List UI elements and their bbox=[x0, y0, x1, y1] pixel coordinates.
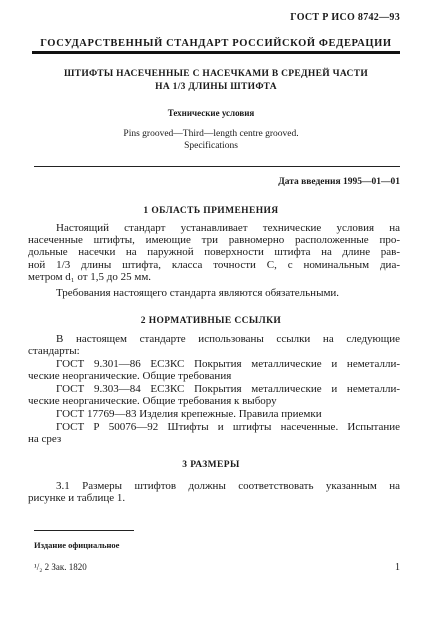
text-line: насеченные штифты, имеющие три равномерно расположенные про- bbox=[28, 234, 400, 247]
text-line: дольные насечки на паружной поверхности штифта на длине рав- bbox=[28, 246, 400, 259]
text-line: ГОСТ 17769—83 Изделия крепежные. Правила приемки bbox=[56, 408, 322, 420]
section-3-paragraph bbox=[28, 480, 400, 505]
print-order-info: ¹/₂ 2 Зак. 1820 bbox=[34, 562, 87, 572]
english-title bbox=[0, 128, 422, 152]
text-line: на срез bbox=[28, 433, 62, 446]
section-1-paragraph bbox=[28, 222, 400, 283]
text-line: 3.1 Размеры штифтов должны соответствовать указанным на bbox=[56, 480, 400, 492]
section-1-requirements: Требования настоящего стандарта являются обязательными. bbox=[56, 287, 340, 299]
text-line: ГОСТ 9.303—84 ЕСЗКС Покрытия металлические и неметалли- bbox=[56, 383, 400, 395]
text-line: Настоящий стандарт устанавливает технические условия на bbox=[56, 222, 400, 234]
official-edition-label: Издание официальное bbox=[34, 540, 120, 550]
reference-item bbox=[28, 358, 400, 383]
section-2-heading: 2 НОРМАТИВНЫЕ ССЫЛКИ bbox=[140, 316, 282, 326]
reference-item bbox=[42, 408, 400, 420]
title-rule bbox=[34, 166, 400, 167]
title-line: ШТИФТЫ НАСЕЧЕННЫЕ С НАСЕЧКАМИ В СРЕДНЕЙ ЧАСТИ bbox=[63, 69, 369, 79]
text-line: В настоящем стандарте использованы ссылки на следующие bbox=[56, 333, 400, 345]
document-title bbox=[34, 68, 398, 94]
footer-rule bbox=[34, 530, 134, 531]
text-line: ческие неорганические. Общие требования к выбору bbox=[28, 395, 277, 408]
title-line: НА 1/3 ДЛИНЫ ШТИФТА bbox=[155, 82, 277, 92]
text-line: ГОСТ Р 50076—92 Штифты и штифты насеченные. Испытание bbox=[56, 421, 400, 433]
page-number: 1 bbox=[395, 562, 400, 573]
introduction-date: Дата введения 1995—01—01 bbox=[278, 177, 400, 187]
text-line: ческие неорганические. Общие требования bbox=[28, 370, 232, 383]
section-3-heading: 3 РАЗМЕРЫ bbox=[182, 460, 240, 470]
section-2-intro bbox=[28, 333, 400, 358]
header-rule bbox=[32, 51, 400, 54]
reference-item bbox=[28, 421, 400, 446]
standard-header: ГОСУДАРСТВЕННЫЙ СТАНДАРТ РОССИЙСКОЙ ФЕДЕРАЦИИ bbox=[40, 38, 392, 49]
section-1-heading: 1 ОБЛАСТЬ ПРИМЕНЕНИЯ bbox=[143, 206, 279, 216]
text-line: стандарты: bbox=[28, 345, 80, 358]
document-code: ГОСТ Р ИСО 8742—93 bbox=[290, 12, 400, 23]
text-line: ной 1/3 длины штифта, класса точности С, с номинальным диа- bbox=[28, 258, 400, 271]
english-title-line: Specifications bbox=[184, 141, 238, 151]
document-subtitle: Технические условия bbox=[167, 108, 255, 118]
text-line: метром d₁ от 1,5 до 25 мм. bbox=[28, 270, 152, 283]
english-title-line: Pins grooved—Third—length centre grooved. bbox=[123, 129, 299, 139]
reference-item bbox=[28, 383, 400, 408]
text-line: ГОСТ 9.301—86 ЕСЗКС Покрытия металлические и неметалли- bbox=[56, 358, 400, 370]
text-line: рисунке и таблице 1. bbox=[28, 492, 126, 505]
